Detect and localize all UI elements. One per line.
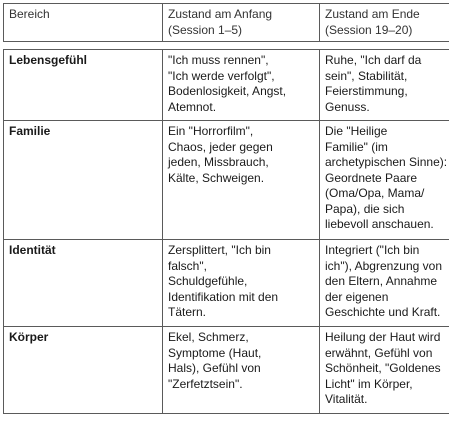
row-start-state: Ekel, Schmerz, Symptome (Haut, Hals), Gefühl von "Zerfetztsein". xyxy=(163,327,320,414)
header-end-state: Zustand am Ende (Session 19–20) xyxy=(320,4,449,42)
table-row xyxy=(4,121,449,240)
row-category: Identität xyxy=(4,240,163,327)
row-end-state: Heilung der Haut wird erwähnt, Gefühl von Schönheit, "Goldenes Licht" im Körper, Vitalität. xyxy=(320,327,449,414)
table-row xyxy=(4,240,449,327)
row-category: Lebensgefühl xyxy=(4,50,163,121)
header-row xyxy=(4,4,449,42)
table-row xyxy=(4,50,449,121)
comparison-table xyxy=(3,49,449,414)
row-category: Körper xyxy=(4,327,163,414)
row-start-state: Zersplittert, "Ich bin falsch", Schuldgefühle, Identifikation mit den Tätern. xyxy=(163,240,320,327)
row-start-state: Ein "Horrorfilm", Chaos, jeder gegen jeden, Missbrauch, Kälte, Schweigen. xyxy=(163,121,320,240)
header-start-state: Zustand am Anfang (Session 1–5) xyxy=(163,4,320,42)
header-table xyxy=(3,3,449,42)
row-end-state: Ruhe, "Ich darf da sein", Stabilität, Feierstimmung, Genuss. xyxy=(320,50,449,121)
row-start-state: "Ich muss rennen", "Ich werde verfolgt", Bodenlosigkeit, Angst, Atemnot. xyxy=(163,50,320,121)
row-end-state: Die "Heilige Familie" (im archetypischen Sinne): Geordnete Paare (Oma/Opa, Mama/ Papa), die sich liebevoll anschauen. xyxy=(320,121,449,240)
row-end-state: Integriert ("Ich bin ich"), Abgrenzung von den Eltern, Annahme der eigenen Geschichte und Kraft. xyxy=(320,240,449,327)
row-category: Familie xyxy=(4,121,163,240)
table-row xyxy=(4,327,449,414)
header-bereich: Bereich xyxy=(4,4,163,42)
